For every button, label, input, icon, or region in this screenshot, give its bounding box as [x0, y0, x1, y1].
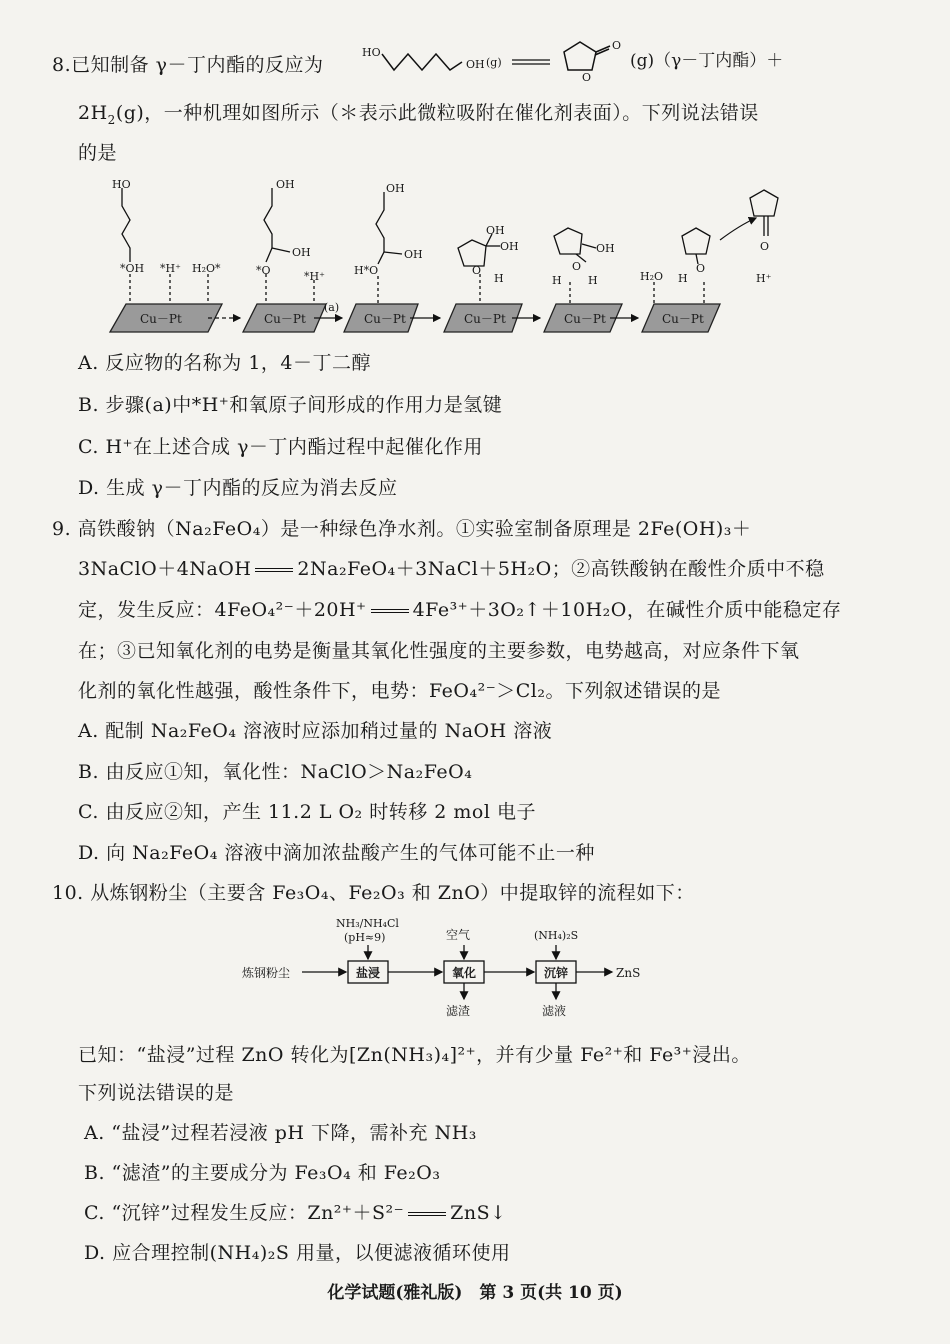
flow-box1-label: 盐浸 — [356, 966, 381, 980]
catalyst-label-2: Cu－Pt — [264, 312, 306, 326]
stage1-star-oh: *OH — [120, 262, 145, 275]
stage6-o: O — [696, 262, 706, 275]
released-hplus: H⁺ — [756, 272, 772, 285]
q9-eq2-right: 4Fe³⁺＋3O₂↑＋10H₂O，在碱性介质中能稳定存 — [412, 599, 842, 621]
q10-flowchart — [240, 915, 660, 1025]
stage3-oh-top: OH — [386, 182, 405, 195]
stage6-h2o: H₂O — [640, 270, 664, 283]
q9-option-b[interactable]: B. 由反应①知，氧化性：NaClO＞Na₂FeO₄ — [78, 761, 473, 783]
q10-option-c-right: ZnS↓ — [450, 1202, 507, 1224]
ring-o-label: O — [582, 71, 592, 82]
stage3-oh-side: OH — [404, 248, 423, 261]
stage1-h2o-star: H₂O* — [192, 262, 221, 275]
q8-line1 — [52, 50, 324, 77]
flow-input1b: (pH≈9) — [344, 931, 386, 944]
stage4-oh-side: OH — [500, 240, 519, 253]
page-footer: 化学试题(雅礼版) 第 3 页(共 10 页) — [327, 1283, 623, 1303]
q9-eq2-left: 定，发生反应：4FeO₄²⁻＋20H⁺ — [78, 599, 367, 621]
q8-number: 8. — [52, 54, 72, 76]
flow-box3-label: 沉锌 — [544, 966, 569, 980]
q10-option-d[interactable]: D. 应合理控制(NH₄)₂S 用量，以便滤液循环使用 — [84, 1242, 511, 1264]
stage1-ho: HO — [112, 178, 131, 191]
flow-start: 炼钢粉尘 — [242, 966, 291, 980]
stage5-o: O — [572, 260, 582, 273]
stage2-oh-top: OH — [276, 178, 295, 191]
q9-line5: 化剂的氧化性越强，酸性条件下，电势：FeO₄²⁻＞Cl₂。下列叙述错误的是 — [78, 680, 721, 702]
q10-ask: 下列说法错误的是 — [78, 1082, 235, 1104]
stage5-oh: OH — [596, 242, 615, 255]
q9-line3 — [78, 595, 841, 622]
step-a-label: (a) — [324, 301, 340, 314]
flow-input2: 空气 — [446, 928, 471, 942]
reactant-ho-label: HO — [362, 46, 381, 59]
q8-option-a[interactable]: A. 反应物的名称为 1，4－丁二醇 — [78, 352, 372, 374]
q8-line2: $2H_2(g)$，一种机理如图所示（＊表示此微粒吸附在催化剂表面）。下列说法错误 — [78, 102, 759, 127]
q9-eq1-right: 2Na₂FeO₄＋3NaCl＋5H₂O；②高铁酸钠在酸性介质中不稳 — [297, 558, 825, 580]
reactant-oh-label: OH — [466, 58, 485, 71]
q9-option-d[interactable]: D. 向 Na₂FeO₄ 溶液中滴加浓盐酸产生的气体可能不止一种 — [78, 842, 595, 864]
stage2-star-o: *O — [256, 264, 271, 277]
stage2-oh-side: OH — [292, 246, 311, 259]
stage4-o: O — [472, 264, 482, 277]
stage4-oh-top: OH — [486, 224, 505, 237]
stage5-h-right: H — [588, 274, 598, 287]
q10-known: 已知：“盐浸”过程 ZnO 转化为[Zn(NH₃)₄]²⁺，并有少量 Fe²⁺和 Fe³⁺浸出。 — [78, 1044, 751, 1066]
q8-line2-text: (g)，一种机理如图所示（＊表示此微粒吸附在催化剂表面）。下列说法错误 — [115, 102, 759, 124]
q8-product-name: (g)（γ－丁内酯）＋ — [630, 51, 784, 71]
q8-line3: 的是 — [78, 142, 118, 164]
stage4-h: H — [494, 272, 504, 285]
q10-option-c[interactable] — [84, 1198, 507, 1225]
q10-option-a[interactable]: A. “盐浸”过程若浸液 pH 下降，需补充 NH₃ — [84, 1122, 477, 1144]
stage6-h: H — [678, 272, 688, 285]
catalyst-label-5: Cu－Pt — [564, 312, 606, 326]
catalyst-label-3: Cu－Pt — [364, 312, 406, 326]
q9-line1: 9. 高铁酸钠（Na₂FeO₄）是一种绿色净水剂。①实验室制备原理是 2Fe(OH)₃＋ — [52, 518, 752, 540]
q8-option-b[interactable]: B. 步骤(a)中*H⁺和氧原子间形成的作用力是氢键 — [78, 394, 503, 416]
q8-intro: 已知制备 γ－丁内酯的反应为 — [71, 54, 324, 76]
catalyst-label-4: Cu－Pt — [464, 312, 506, 326]
flow-end: ZnS — [616, 966, 641, 980]
q8-mechanism-diagram — [100, 170, 800, 340]
h2-text: 2H — [78, 102, 108, 124]
q10-option-b[interactable]: B. “滤渣”的主要成分为 Fe₃O₄ 和 Fe₂O₃ — [84, 1162, 441, 1184]
q8-option-d[interactable]: D. 生成 γ－丁内酯的反应为消去反应 — [78, 477, 398, 499]
flow-input1a: NH₃/NH₄Cl — [336, 917, 399, 930]
product-o: O — [760, 240, 770, 253]
stage1-star-h: *H⁺ — [160, 262, 181, 275]
q9-line2 — [78, 554, 825, 581]
flow-box2-label: 氧化 — [452, 966, 477, 980]
catalyst-label-1: Cu－Pt — [140, 312, 182, 326]
butanediol-chain — [382, 54, 462, 70]
q8-reaction-equation — [362, 36, 802, 82]
flow-input3: (NH₄)₂S — [534, 929, 579, 942]
carbonyl-o-label: O — [612, 39, 622, 52]
q10-line1: 10. 从炼钢粉尘（主要含 Fe₃O₄、Fe₂O₃ 和 ZnO）中提取锌的流程如下： — [52, 882, 695, 904]
stage2-star-h: *H⁺ — [304, 270, 325, 283]
stage5-h-left: H — [552, 274, 562, 287]
q9-line4: 在；③已知氧化剂的电势是衡量其氧化性强度的主要参数，电势越高，对应条件下氧 — [78, 640, 800, 662]
q9-option-a[interactable]: A. 配制 Na₂FeO₄ 溶液时应添加稍过量的 NaOH 溶液 — [78, 720, 553, 742]
catalyst-label-6: Cu－Pt — [662, 312, 704, 326]
reactant-state: (g) — [486, 56, 502, 69]
q8-option-c[interactable]: C. H⁺在上述合成 γ－丁内酯过程中起催化作用 — [78, 436, 483, 458]
flow-output3: 滤液 — [542, 1004, 567, 1018]
flow-output2: 滤渣 — [446, 1004, 471, 1018]
q9-option-c[interactable]: C. 由反应②知，产生 11.2 L O₂ 时转移 2 mol 电子 — [78, 801, 536, 823]
q10-option-c-left: C. “沉锌”过程发生反应：Zn²⁺＋S²⁻ — [84, 1202, 405, 1224]
q9-eq1-left: 3NaClO＋4NaOH — [78, 558, 252, 580]
lactone-ring — [564, 42, 596, 70]
stage3-h-star-o: H*O — [354, 264, 379, 277]
